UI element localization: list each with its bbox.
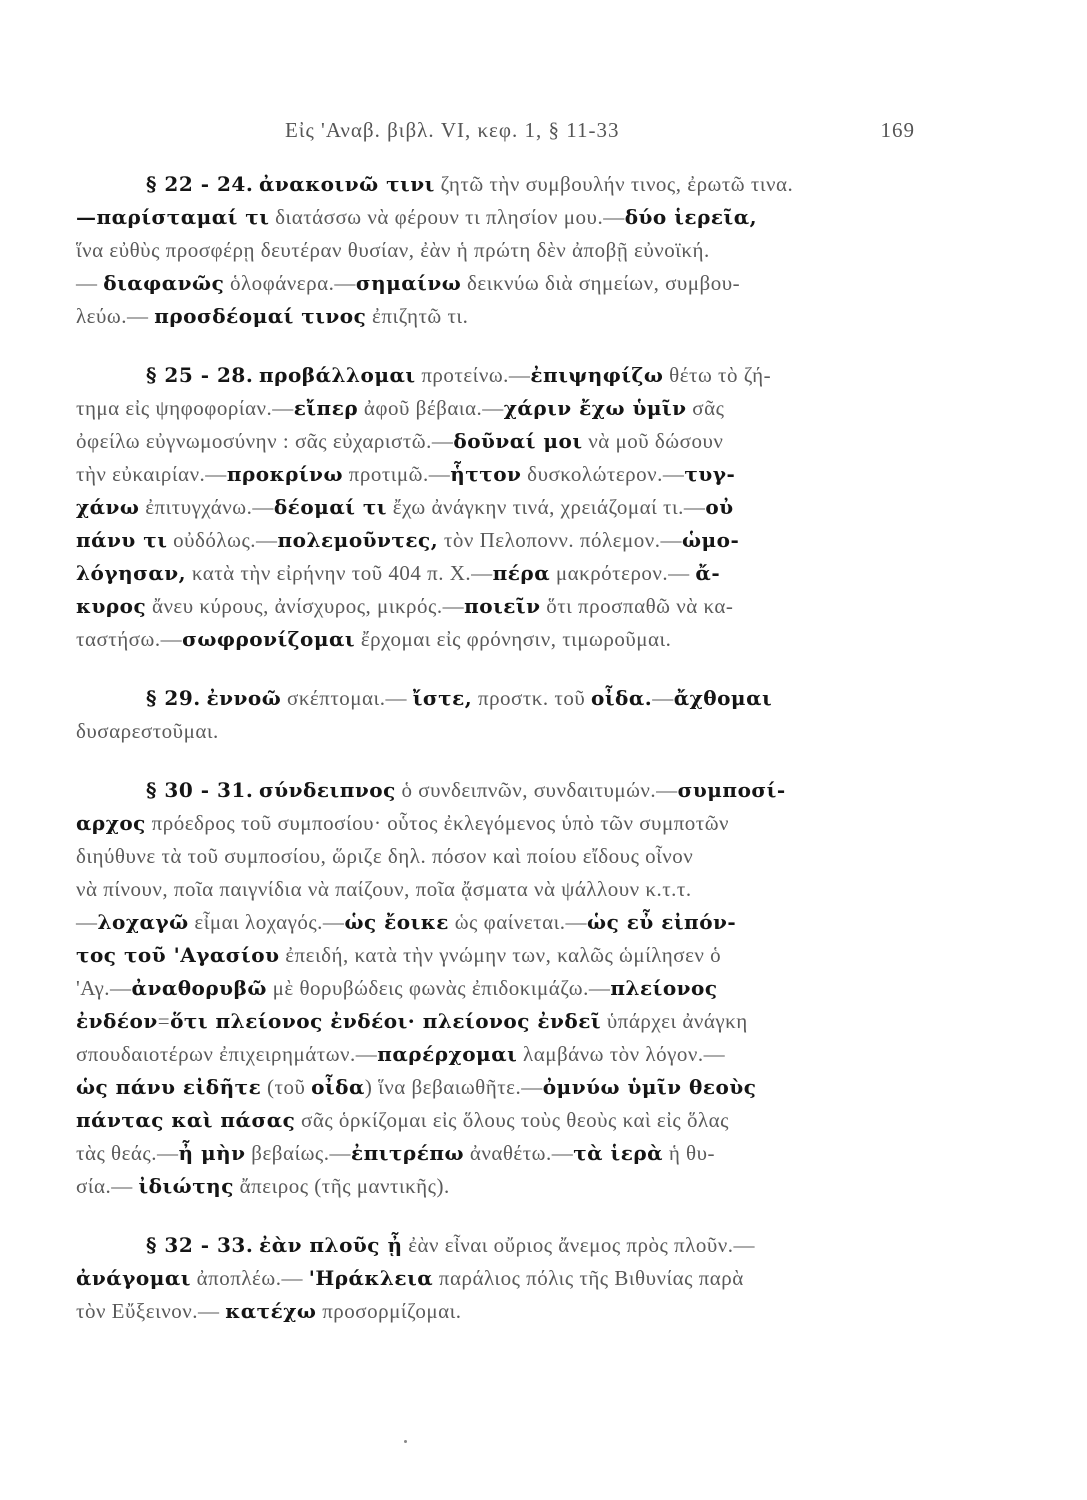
lemma: ὡμο- — [681, 528, 740, 552]
lemma: ὡς πάνυ εἰδῆτε — [76, 1075, 262, 1099]
gloss: ἀποπλέω.— — [190, 1266, 309, 1290]
text-line — [76, 939, 904, 972]
lemma: τος τοῦ 'Αγασίου — [76, 943, 280, 967]
lemma: συμποσί- — [677, 778, 786, 802]
lemma: —παρίσταμαί τι — [76, 205, 270, 229]
text-line — [76, 972, 904, 1005]
lemma: ἄχθομαι — [673, 686, 773, 710]
gloss: ἐὰν εἶναι οὔριος ἄνεμος πρὸς πλοῦν.— — [402, 1233, 755, 1257]
text-line — [76, 491, 904, 524]
page-number: 169 — [880, 118, 915, 142]
gloss: θέτω τὸ ζή- — [663, 363, 772, 387]
lemma: λόγησαν, — [76, 561, 187, 585]
text-line — [76, 807, 904, 840]
lemma: τὰ ἱερὰ — [573, 1141, 664, 1165]
paragraph-gap — [76, 656, 904, 682]
lemma: ὡς εὖ εἰπόν- — [587, 910, 737, 934]
gloss: σπουδαιοτέρων ἐπιχειρημάτων.— — [76, 1042, 378, 1066]
text-line — [76, 1038, 904, 1071]
text-line — [76, 1005, 904, 1038]
section-paragraph — [76, 1229, 904, 1328]
gloss: ὀφείλω εὐγνωμοσύνην : σᾶς εὐχαριστῶ.— — [76, 429, 454, 453]
lemma: παρέρχομαι — [377, 1042, 518, 1066]
lemma: ἄ- — [695, 561, 721, 585]
gloss: ἡ θυ- — [663, 1141, 715, 1165]
text-line — [76, 458, 904, 491]
lemma: ἰδιώτης — [138, 1174, 234, 1198]
lemma: χάνω — [76, 495, 140, 519]
lemma: δοῦναί μοι — [453, 429, 583, 453]
gloss: = — [157, 1009, 171, 1033]
text-line — [76, 715, 904, 748]
lemma: οἶδα — [311, 1075, 365, 1099]
lemma: αρχος — [76, 811, 146, 835]
text-line — [76, 234, 904, 267]
gloss: σία.— — [76, 1174, 139, 1198]
text-line — [76, 623, 904, 656]
gloss: ἐπιτυγχάνω.— — [139, 495, 274, 519]
text-line — [76, 682, 904, 715]
section-paragraph — [76, 359, 904, 656]
gloss: ὁ συνδειπνῶν, συνδαιτυμών.— — [395, 778, 678, 802]
text-line — [76, 300, 904, 333]
gloss: (τοῦ — [261, 1075, 312, 1099]
gloss: τὰς θεάς.— — [76, 1141, 179, 1165]
gloss: δυσκολώτερον.— — [521, 462, 685, 486]
gloss: κατὰ τὴν εἰρήνην τοῦ 404 π. Χ.— — [186, 561, 493, 585]
lemma: ἀνάγομαι — [76, 1266, 191, 1290]
gloss: προτείνω.— — [415, 363, 531, 387]
text-line — [76, 1137, 904, 1170]
gloss: βεβαίως.— — [245, 1141, 351, 1165]
text-line — [76, 1104, 904, 1137]
text-line — [76, 840, 904, 873]
gloss: λεύω.— — [76, 304, 155, 328]
page-header — [285, 118, 915, 148]
text-line — [76, 425, 904, 458]
lemma: 'Ηράκλεια — [308, 1266, 434, 1290]
gloss: προστκ. τοῦ — [472, 686, 591, 710]
lemma: § 25 - 28. — [146, 363, 254, 387]
gloss: ταστήσω.— — [76, 627, 183, 651]
section-paragraph — [76, 774, 904, 1203]
gloss: ἄπειρος (τῆς μαντικῆς). — [233, 1174, 450, 1198]
gloss: τημα εἰς ψηφοφορίαν.— — [76, 396, 294, 420]
section-paragraph — [76, 168, 904, 333]
lemma: κυρος — [76, 594, 147, 618]
lemma: ἐννοῶ — [206, 686, 282, 710]
lemma: ἦ μὴν — [178, 1141, 246, 1165]
text-line — [76, 1229, 904, 1262]
lemma: εἴπερ — [293, 396, 359, 420]
gloss: διατάσσω νὰ φέρουν τι πλησίον μου.— — [269, 205, 625, 229]
gloss: μακρότερον.— — [550, 561, 696, 585]
gloss: ἀναθέτω.— — [464, 1141, 574, 1165]
text-line — [76, 557, 904, 590]
text-line — [76, 873, 904, 906]
gloss: ὑπάρχει ἀνάγκη — [601, 1009, 748, 1033]
gloss: λαμβάνω τὸν λόγον.— — [517, 1042, 726, 1066]
lemma: δέομαί τι — [273, 495, 387, 519]
gloss: σᾶς ὁρκίζομαι εἰς ὅλους τοὺς θεοὺς καὶ εἰς ὅλας — [295, 1108, 729, 1132]
lemma: ἐνδέον — [76, 1009, 158, 1033]
gloss: σκέπτομαι.— — [281, 686, 413, 710]
lemma: δύο ἱερεῖα, — [624, 205, 758, 229]
gloss: μὲ θορυβώδεις φωνὰς ἐπιδοκιμάζω.— — [266, 976, 611, 1000]
section-paragraph — [76, 682, 904, 748]
text-line — [76, 1262, 904, 1295]
gloss: — — [652, 686, 674, 710]
paragraph-gap — [76, 333, 904, 359]
lemma: § 30 - 31. — [146, 778, 254, 802]
lemma: ὅτι πλείονος ἐνδέοι· πλείονος ἐνδεῖ — [170, 1009, 602, 1033]
lemma: ἐὰν πλοῦς ᾖ — [259, 1233, 403, 1257]
gloss: — — [76, 910, 98, 934]
lemma: ὡς ἔοικε — [344, 910, 449, 934]
gloss: διηύθυνε τὰ τοῦ συμποσίου, ὥριζε δηλ. πόσον καὶ ποίου εἴδους οἶνον — [76, 844, 694, 868]
running-head: Εἰς 'Αναβ. βιβλ. VI, κεφ. 1, § 11-33 — [285, 118, 620, 142]
text-line — [76, 267, 904, 300]
commentary-body — [76, 168, 904, 1328]
gloss: 'Αγ.— — [76, 976, 132, 1000]
lemma: λοχαγῶ — [97, 910, 189, 934]
gloss: δυσαρεστοῦμαι. — [76, 719, 219, 743]
lemma: πέρα — [492, 561, 551, 585]
paragraph-gap — [76, 748, 904, 774]
lemma: κατέχω — [225, 1299, 317, 1323]
gloss: παράλιος πόλις τῆς Βιθυνίας παρὰ — [433, 1266, 744, 1290]
lemma: ἴστε, — [412, 686, 473, 710]
gloss: προσορμίζομαι. — [316, 1299, 462, 1323]
gloss: τὴν εὐκαιρίαν.— — [76, 462, 227, 486]
lemma: σωφρονίζομαι — [182, 627, 356, 651]
gloss: προτιμῶ.— — [342, 462, 451, 486]
gloss: εἶμαι λοχαγός.— — [188, 910, 345, 934]
gloss: ἐπειδή, κατὰ τὴν γνώμην των, καλῶς ὡμίλησεν ὁ — [279, 943, 722, 967]
text-line — [76, 1071, 904, 1104]
text-line — [76, 168, 904, 201]
lemma: πάντας καὶ πάσας — [76, 1108, 296, 1132]
lemma: ἐπιτρέπω — [351, 1141, 465, 1165]
lemma: ἧττον — [450, 462, 522, 486]
lemma: σύνδειπνος — [259, 778, 396, 802]
text-line — [76, 524, 904, 557]
gloss: ζητῶ τὴν συμβουλήν τινος, ἐρωτῶ τινα. — [434, 172, 794, 196]
lemma: πλείονος — [610, 976, 718, 1000]
text-line — [76, 392, 904, 425]
text-line — [76, 590, 904, 623]
lemma: προκρίνω — [226, 462, 343, 486]
gloss: νὰ πίνουν, ποῖα παιγνίδια νὰ παίζουν, ποῖα ᾄσματα νὰ ψάλλουν κ.τ.τ. — [76, 877, 692, 901]
gloss: ὅτι προσπαθῶ νὰ κα- — [540, 594, 734, 618]
gloss: ) ἵνα βεβαιωθῆτε.— — [364, 1075, 543, 1099]
gloss: δεικνύω διὰ σημείων, συμβου- — [461, 271, 741, 295]
text-line — [76, 201, 904, 234]
lemma: ἀναθορυβῶ — [131, 976, 267, 1000]
lemma: ἀνακοινῶ τινι — [259, 172, 435, 196]
lemma: προσδέομαί τινος — [154, 304, 367, 328]
gloss: — — [76, 271, 104, 295]
lemma: ὀμνύω ὑμῖν θεοὺς — [542, 1075, 757, 1099]
lemma: § 32 - 33. — [146, 1233, 254, 1257]
gloss: ἀφοῦ βέβαια.— — [358, 396, 504, 420]
gloss: σᾶς — [686, 396, 725, 420]
gloss: ἐπιζητῶ τι. — [366, 304, 469, 328]
gloss: ὁλοφάνερα.— — [224, 271, 356, 295]
text-line — [76, 359, 904, 392]
text-line — [76, 774, 904, 807]
lemma: χάριν ἔχω ὑμῖν — [503, 396, 687, 420]
gloss: τὸν Πελοπονν. πόλεμον.— — [438, 528, 682, 552]
gloss: ὡς φαίνεται.— — [448, 910, 588, 934]
gloss: πρόεδρος τοῦ συμποσίου· οὗτος ἐκλεγόμενος ὑπὸ τῶν συμποτῶν — [145, 811, 730, 835]
ink-speck — [404, 1440, 407, 1443]
lemma: § 22 - 24. — [146, 172, 254, 196]
lemma: οἶδα. — [590, 686, 653, 710]
lemma: οὐ — [705, 495, 734, 519]
lemma: ποιεῖν — [464, 594, 541, 618]
lemma: προβάλλομαι — [259, 363, 416, 387]
lemma: σημαίνω — [355, 271, 462, 295]
gloss: ἔχω ἀνάγκην τινά, χρειάζομαί τι.— — [387, 495, 706, 519]
lemma: ἐπιψηφίζω — [530, 363, 664, 387]
paragraph-gap — [76, 1203, 904, 1229]
text-line — [76, 1295, 904, 1328]
gloss: τὸν Εὔξεινον.— — [76, 1299, 226, 1323]
text-line — [76, 906, 904, 939]
lemma: τυγ- — [684, 462, 736, 486]
gloss: ἄνευ κύρους, ἀνίσχυρος, μικρός.— — [146, 594, 465, 618]
lemma: πολεμοῦντες, — [277, 528, 439, 552]
gloss: ἵνα εὐθὺς προσφέρῃ δευτέραν θυσίαν, ἐὰν ἡ πρώτη δὲν ἀποβῇ εὐνοϊκή. — [76, 238, 710, 262]
text-line — [76, 1170, 904, 1203]
gloss: ἔρχομαι εἰς φρόνησιν, τιμωροῦμαι. — [355, 627, 672, 651]
lemma: πάνυ τι — [76, 528, 168, 552]
gloss: οὐδόλως.— — [167, 528, 278, 552]
lemma: § 29. — [146, 686, 201, 710]
gloss: νὰ μοῦ δώσουν — [582, 429, 724, 453]
lemma: διαφανῶς — [103, 271, 225, 295]
